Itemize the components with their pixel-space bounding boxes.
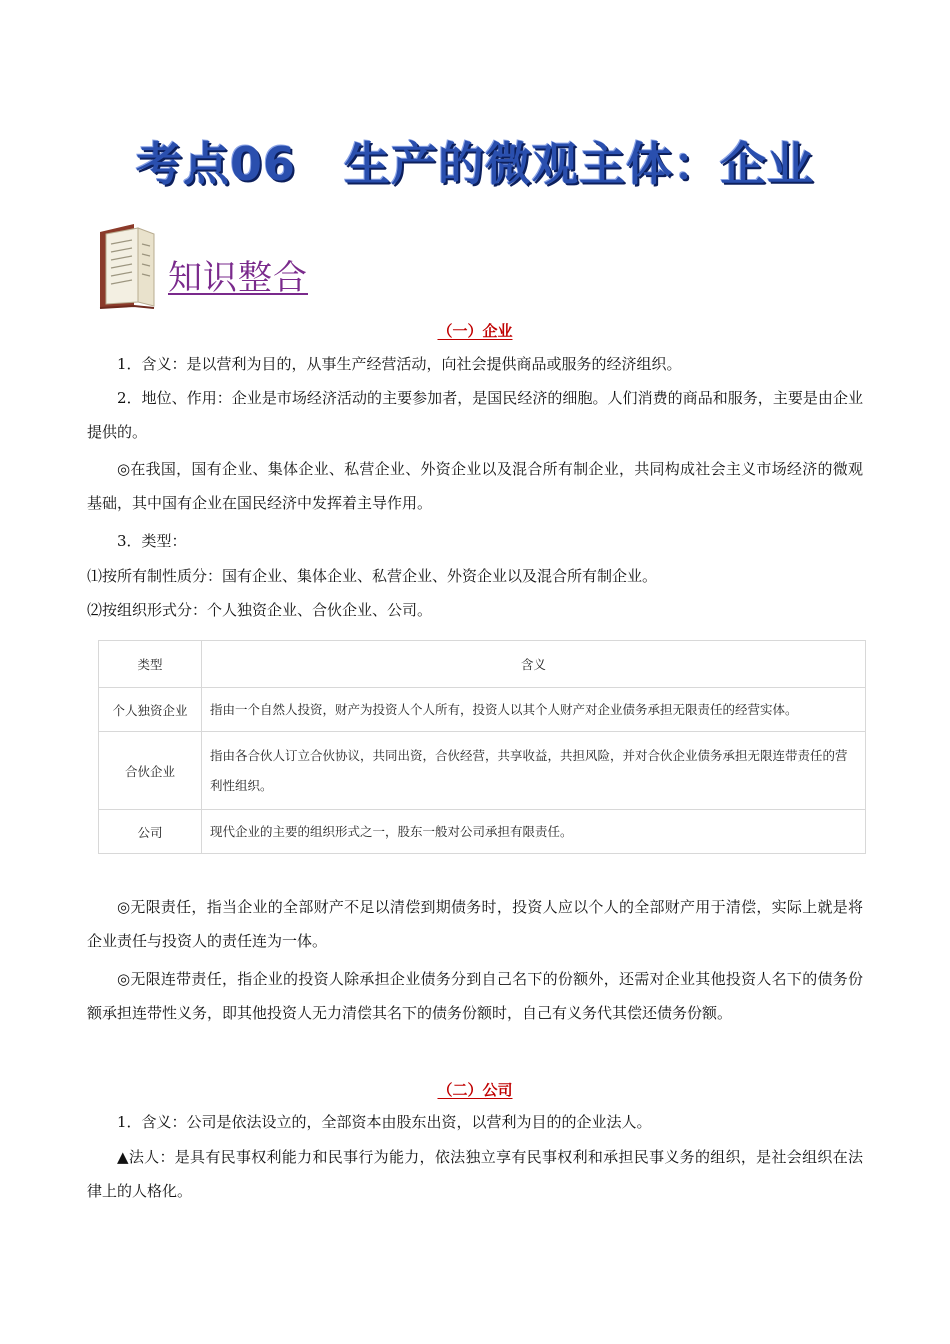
header-type: 类型	[99, 641, 202, 688]
meaning-cell: 指由各合伙人订立合伙协议，共同出资，合伙经营，共享收益，共担风险，并对合伙企业债务承担无限连带责任的营利性组织。	[202, 732, 866, 810]
meaning-cell: 现代企业的主要的组织形式之一，股东一般对公司承担有限责任。	[202, 810, 866, 854]
table-row	[99, 688, 866, 732]
table-row	[99, 732, 866, 810]
paragraph: 3．类型：	[117, 532, 187, 550]
enterprise-types-table	[98, 640, 866, 854]
paragraph: ◎无限责任，指当企业的全部财产不足以清偿到期债务时，投资人应以个人的全部财产用于清偿，实际上就是将企业责任与投资人的责任连为一体。	[87, 898, 863, 950]
table-header-row	[99, 641, 866, 688]
paragraph: ◎无限连带责任，指企业的投资人除承担企业债务分到自己名下的份额外，还需对企业其他投资人名下的债务份额承担连带性义务，即其他投资人无力清偿其名下的债务份额时，自己有义务代其偿还债务份额。	[87, 970, 863, 1022]
book-icon	[94, 222, 160, 310]
meaning-cell: 指由一个自然人投资，财产为投资人个人所有，投资人以其个人财产对企业债务承担无限责任的经营实体。	[202, 688, 866, 732]
type-cell: 个人独资企业	[99, 688, 202, 732]
type-cell: 合伙企业	[99, 732, 202, 810]
header-meaning: 含义	[202, 641, 866, 688]
title-part2: 生产的微观主体：企业	[344, 137, 814, 191]
paragraph: ◎在我国，国有企业、集体企业、私营企业、外资企业以及混合所有制企业，共同构成社会主义市场经济的微观基础，其中国有企业在国民经济中发挥着主导作用。	[87, 460, 863, 512]
paragraph: ⑵按组织形式分：个人独资企业、合伙企业、公司。	[87, 601, 433, 619]
type-cell: 公司	[99, 810, 202, 854]
paragraph: ▲法人：是具有民事权利能力和民事行为能力，依法独立享有民事权利和承担民事义务的组织，是社会组织在法律上的人格化。	[87, 1148, 863, 1200]
knowledge-banner	[94, 222, 354, 312]
paragraph: 2．地位、作用：企业是市场经济活动的主要参加者，是国民经济的细胞。人们消费的商品和服务，主要是由企业提供的。	[87, 389, 863, 441]
table-row	[99, 810, 866, 854]
paragraph: ⑴按所有制性质分：国有企业、集体企业、私营企业、外资企业以及混合所有制企业。	[87, 567, 658, 585]
paragraph: 1．含义：公司是依法设立的，全部资本由股东出资，以营利为目的的企业法人。	[117, 1113, 652, 1131]
page-title	[0, 128, 950, 194]
title-part1: 考点06	[135, 137, 296, 191]
section-heading-company: （二）公司	[437, 1081, 513, 1099]
section-heading-enterprise: （一）企业	[437, 322, 513, 340]
paragraph: 1．含义：是以营利为目的，从事生产经营活动，向社会提供商品或服务的经济组织。	[117, 355, 682, 373]
banner-title: 知识整合	[168, 258, 308, 298]
